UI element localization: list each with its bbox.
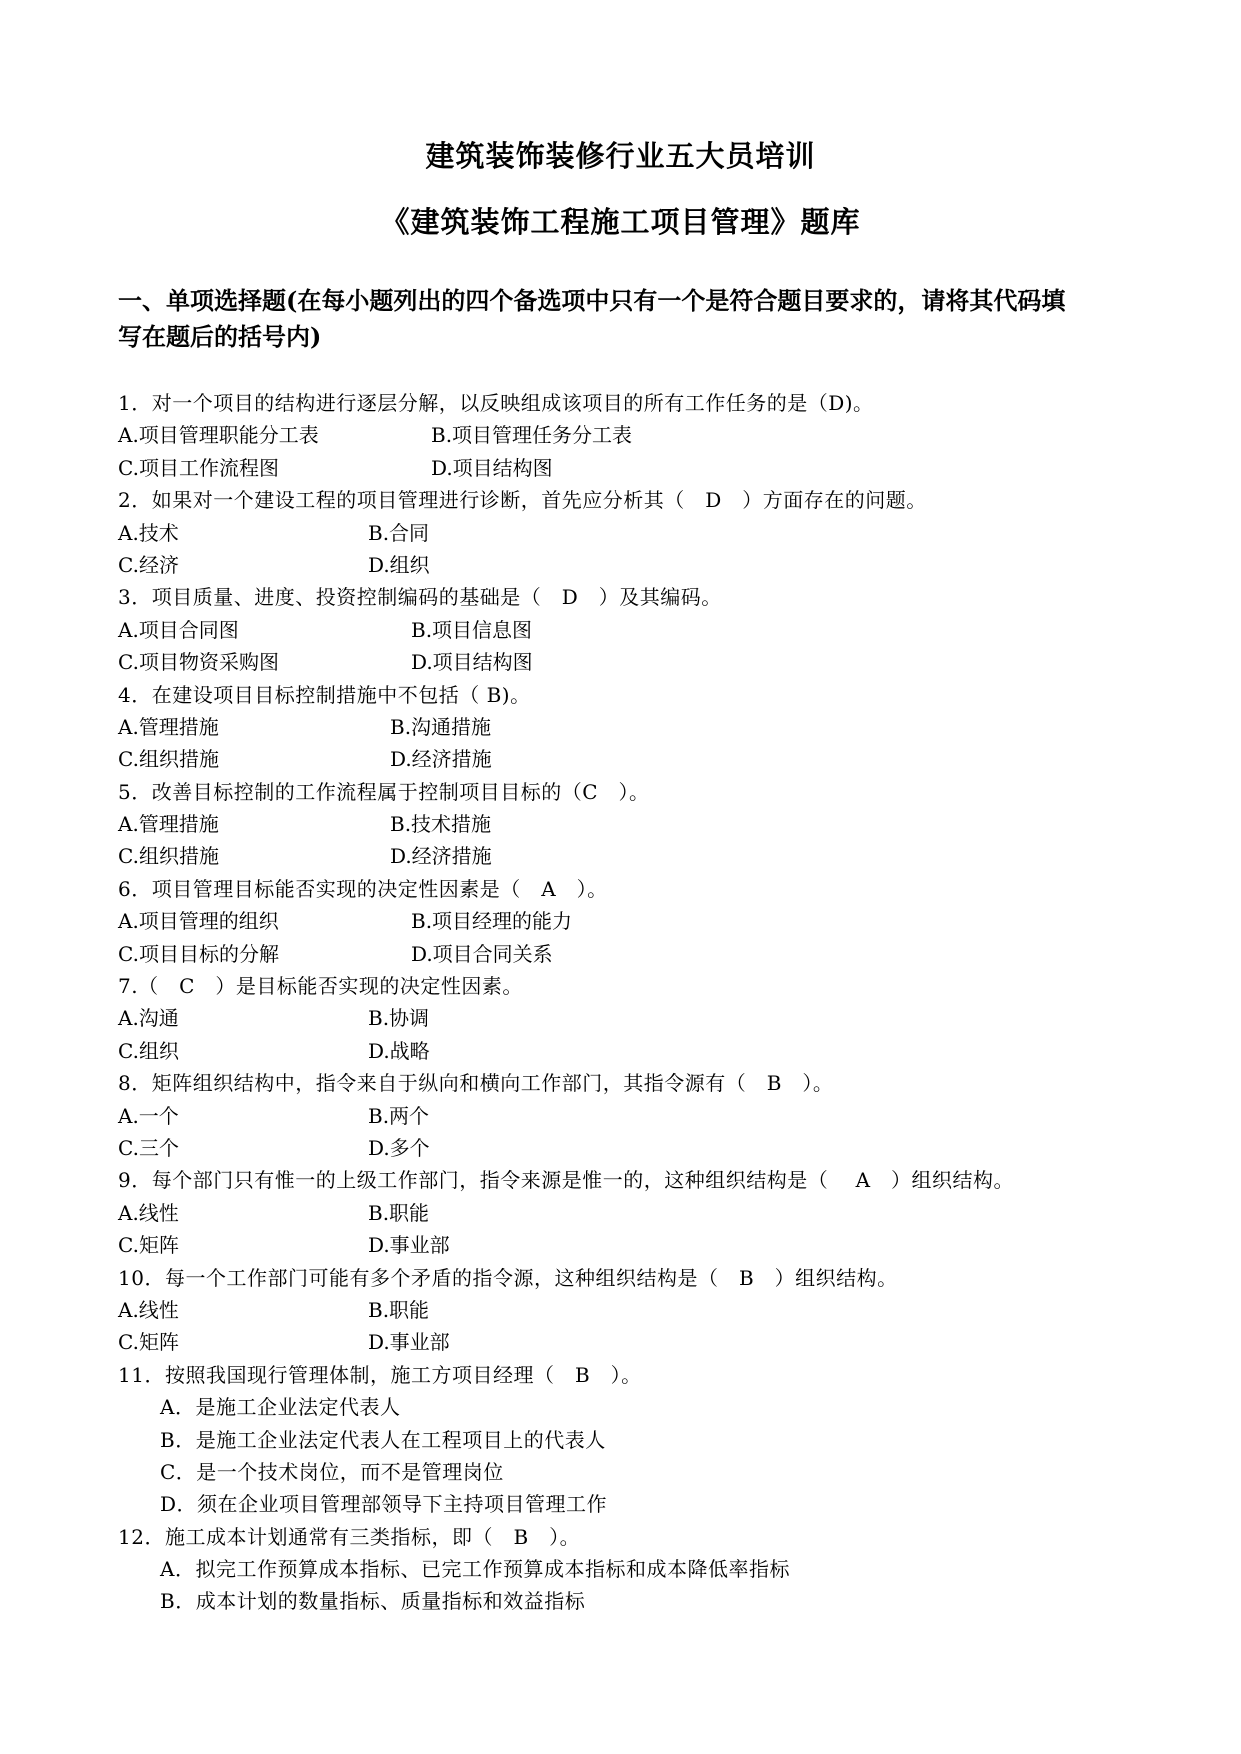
- question-stem: 7.（ C ）是目标能否实现的决定性因素。: [118, 974, 523, 999]
- document-title: 建筑装饰装修行业五大员培训: [425, 139, 816, 173]
- question-item: [118, 1359, 1128, 1521]
- document-subtitle: 《建筑装饰工程施工项目管理》题库: [380, 205, 861, 239]
- answer-option: A.项目管理的组织: [118, 909, 279, 934]
- option-row: [118, 1002, 1128, 1034]
- section-heading-line-2: 写在题后的括号内): [118, 322, 322, 351]
- answer-option: B.技术措施: [390, 812, 492, 837]
- option-row: [118, 1197, 1128, 1229]
- question-stem: 5．改善目标控制的工作流程属于控制项目目标的（C ）。: [118, 779, 650, 804]
- option-row: [118, 1035, 1128, 1067]
- answer-option: B.职能: [368, 1200, 430, 1225]
- question-item: [118, 387, 1128, 484]
- answer-option: D.事业部: [368, 1330, 450, 1355]
- answer-option: B.两个: [368, 1103, 430, 1128]
- answer-option: A.管理措施: [118, 714, 219, 739]
- option-row: [118, 1100, 1128, 1132]
- option-row: [118, 419, 1128, 451]
- answer-option: C．是一个技术岗位，而不是管理岗位: [160, 1459, 504, 1484]
- question-stem: 2．如果对一个建设工程的项目管理进行诊断，首先应分析其（ D ）方面存在的问题。: [118, 488, 927, 513]
- question-item: [118, 484, 1128, 581]
- answer-option: C.组织: [118, 1038, 179, 1063]
- question-item: [118, 1164, 1128, 1261]
- option-row: [118, 452, 1128, 484]
- answer-option: D.事业部: [368, 1233, 450, 1258]
- question-stem: 6．项目管理目标能否实现的决定性因素是（ A ）。: [118, 876, 608, 901]
- option-row: [118, 808, 1128, 840]
- answer-option: B.沟通措施: [390, 714, 492, 739]
- option-row: [118, 1294, 1128, 1326]
- question-stem: 1．对一个项目的结构进行逐层分解，以反映组成该项目的所有工作任务的是（D)。: [118, 391, 874, 415]
- question-list: [118, 387, 1128, 1618]
- answer-option: A.线性: [118, 1297, 179, 1322]
- option-row: [118, 743, 1128, 775]
- option-row: [118, 549, 1128, 581]
- answer-option: C.组织措施: [118, 747, 219, 772]
- answer-option: A.项目管理职能分工表: [118, 423, 319, 448]
- question-item: [118, 873, 1128, 970]
- answer-option: A.一个: [118, 1103, 179, 1128]
- answer-option: C.项目物资采购图: [118, 650, 279, 675]
- answer-option: A.沟通: [118, 1006, 179, 1031]
- answer-option: C.经济: [118, 552, 179, 577]
- answer-option: D.组织: [368, 552, 430, 577]
- question-item: [118, 581, 1128, 678]
- answer-option: D.经济措施: [390, 747, 492, 772]
- question-item: [118, 1067, 1128, 1164]
- question-stem: 12．施工成本计划通常有三类指标，即（ B ）。: [118, 1524, 581, 1549]
- answer-option: D.多个: [368, 1135, 430, 1160]
- answer-option: B．成本计划的数量指标、质量指标和效益指标: [160, 1589, 586, 1614]
- option-row: [118, 1132, 1128, 1164]
- answer-option: A.项目合同图: [118, 617, 239, 642]
- answer-option: B.合同: [368, 520, 430, 545]
- answer-option: B.项目信息图: [411, 617, 533, 642]
- answer-option: B．是施工企业法定代表人在工程项目上的代表人: [160, 1427, 606, 1452]
- option-row: [118, 517, 1128, 549]
- answer-option: C.项目目标的分解: [118, 941, 279, 966]
- option-row: [118, 711, 1128, 743]
- answer-option: B.项目管理任务分工表: [431, 423, 633, 448]
- option-row: [118, 840, 1128, 872]
- question-stem: 4．在建设项目目标控制措施中不包括（ B)。: [118, 682, 531, 707]
- answer-option: D．须在企业项目管理部领导下主持项目管理工作: [160, 1492, 608, 1517]
- option-row: [118, 614, 1128, 646]
- option-row: [118, 1326, 1128, 1358]
- answer-option: C.项目工作流程图: [118, 455, 279, 480]
- question-stem: 3．项目质量、进度、投资控制编码的基础是（ D ）及其编码。: [118, 585, 722, 610]
- question-stem: 8．矩阵组织结构中，指令来自于纵向和横向工作部门，其指令源有（ B ）。: [118, 1071, 834, 1096]
- question-stem: 9．每个部门只有惟一的上级工作部门，指令来源是惟一的，这种组织结构是（ A ）组织结构。: [118, 1168, 1015, 1193]
- answer-option: A．是施工企业法定代表人: [160, 1395, 401, 1420]
- answer-option: A.管理措施: [118, 812, 219, 837]
- question-item: [118, 1521, 1128, 1618]
- answer-option: C.三个: [118, 1135, 179, 1160]
- question-item: [118, 1262, 1128, 1359]
- question-stem: 10．每一个工作部门可能有多个矛盾的指令源，这种组织结构是（ B ）组织结构。: [118, 1265, 898, 1290]
- answer-option: B.项目经理的能力: [411, 909, 573, 934]
- answer-option: D.项目结构图: [411, 650, 533, 675]
- answer-option: D.项目结构图: [431, 455, 553, 480]
- question-stem: 11．按照我国现行管理体制，施工方项目经理（ B ）。: [118, 1362, 642, 1387]
- answer-option: D.经济措施: [390, 844, 492, 869]
- answer-option: D.战略: [368, 1038, 430, 1063]
- question-item: [118, 776, 1128, 873]
- question-item: [118, 679, 1128, 776]
- answer-option: B.协调: [368, 1006, 430, 1031]
- answer-option: C.矩阵: [118, 1233, 179, 1258]
- option-row: [118, 905, 1128, 937]
- answer-option: D.项目合同关系: [411, 941, 553, 966]
- answer-option: A．拟完工作预算成本指标、已完工作预算成本指标和成本降低率指标: [160, 1557, 790, 1582]
- question-item: [118, 970, 1128, 1067]
- option-row: [118, 646, 1128, 678]
- answer-option: A.线性: [118, 1200, 179, 1225]
- section-heading-line-1: 一、单项选择题(在每小题列出的四个备选项中只有一个是符合题目要求的，请将其代码填: [118, 286, 1066, 315]
- option-row: [118, 1229, 1128, 1261]
- option-row: [118, 938, 1128, 970]
- answer-option: C.矩阵: [118, 1330, 179, 1355]
- answer-option: B.职能: [368, 1297, 430, 1322]
- answer-option: C.组织措施: [118, 844, 219, 869]
- answer-option: A.技术: [118, 520, 179, 545]
